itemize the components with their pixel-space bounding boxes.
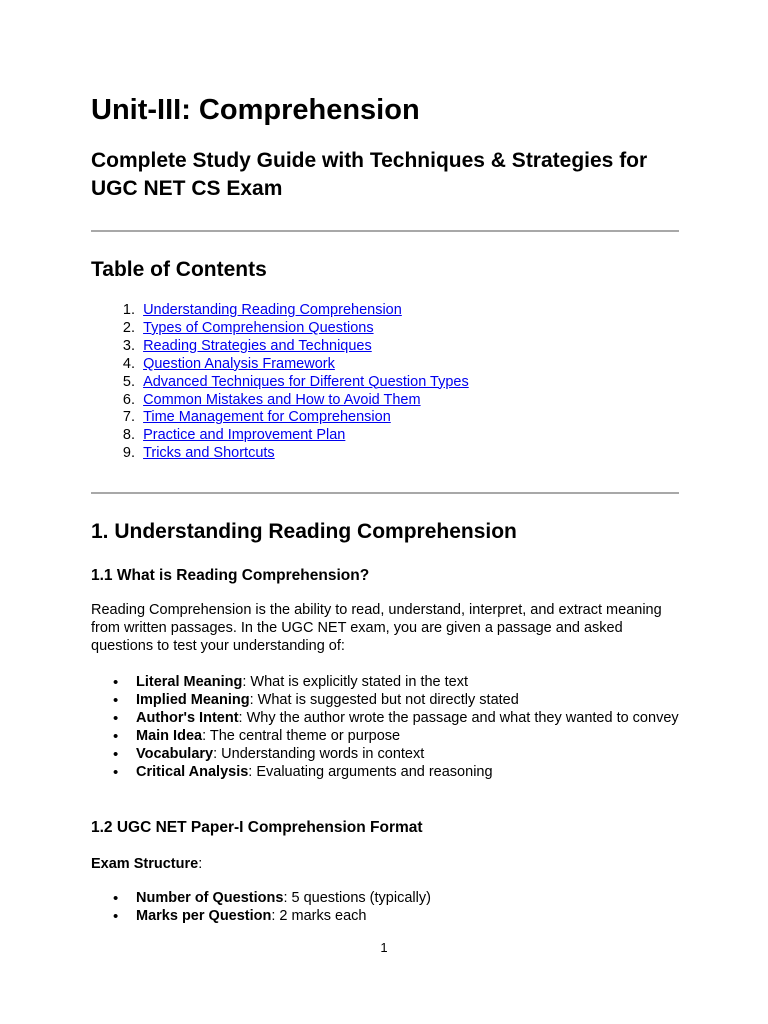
bullet-term: Marks per Question bbox=[136, 907, 272, 924]
toc-link-common-mistakes[interactable]: Common Mistakes and How to Avoid Them bbox=[143, 391, 421, 408]
subsection-heading: 1.2 UGC NET Paper-I Comprehension Format bbox=[91, 819, 423, 836]
toc-link-advanced-techniques[interactable]: Advanced Techniques for Different Question Types bbox=[143, 373, 469, 390]
bullet-term: Main Idea bbox=[136, 727, 203, 744]
bullet-text: : What is suggested but not directly stated bbox=[249, 691, 519, 708]
document-subtitle: Complete Study Guide with Techniques & Strategies for UGC NET CS Exam bbox=[91, 149, 648, 200]
toc-item bbox=[91, 302, 469, 320]
exam-structure-label bbox=[91, 855, 202, 873]
toc-item-number: 2. bbox=[122, 319, 135, 336]
list-item bbox=[91, 710, 679, 728]
page-number: 1 bbox=[380, 940, 388, 955]
toc-link-practice-plan[interactable]: Practice and Improvement Plan bbox=[143, 427, 346, 444]
toc-link-question-analysis[interactable]: Question Analysis Framework bbox=[143, 355, 335, 372]
toc-link-reading-strategies[interactable]: Reading Strategies and Techniques bbox=[143, 337, 372, 354]
toc-item bbox=[91, 445, 469, 463]
toc-item bbox=[91, 356, 469, 374]
list-item bbox=[91, 764, 679, 782]
bullet-term: Number of Questions bbox=[136, 890, 284, 906]
bullet-term: Literal Meaning bbox=[136, 674, 243, 690]
document-title: Unit-III: Comprehension bbox=[91, 94, 420, 126]
toc-item-number: 7. bbox=[122, 409, 135, 426]
list-item bbox=[91, 890, 679, 908]
bullet-text: : The central theme or purpose bbox=[202, 727, 401, 744]
toc-item-number: 1. bbox=[122, 302, 135, 318]
list-item bbox=[91, 908, 679, 926]
toc-item-number: 9. bbox=[122, 445, 135, 462]
bullet-text: : What is explicitly stated in the text bbox=[242, 674, 469, 690]
bullet-term: Author's Intent bbox=[136, 709, 239, 726]
bullet-text: : Why the author wrote the passage and what they wanted to convey bbox=[238, 709, 679, 726]
toc-item bbox=[91, 320, 469, 338]
toc-item bbox=[91, 374, 469, 392]
toc-link-types-of-questions[interactable]: Types of Comprehension Questions bbox=[143, 319, 374, 336]
paragraph: Reading Comprehension is the ability to read, understand, interpret, and extract meaning from written passages. In the UGC NET exam, you are given a passage and asked questions to test your understanding of: bbox=[91, 602, 662, 654]
toc-item-number: 4. bbox=[122, 355, 135, 372]
bullet-term: Critical Analysis bbox=[136, 763, 249, 780]
toc-item-number: 6. bbox=[122, 391, 135, 408]
toc-link-time-management[interactable]: Time Management for Comprehension bbox=[143, 409, 391, 426]
toc-item bbox=[91, 392, 469, 410]
bullet-text: : Understanding words in context bbox=[213, 745, 425, 762]
toc-item-number: 3. bbox=[122, 337, 135, 354]
exam-structure-term: Exam Structure bbox=[91, 856, 199, 872]
bullet-term: Implied Meaning bbox=[136, 691, 250, 708]
toc-item bbox=[91, 338, 469, 356]
horizontal-divider bbox=[91, 230, 679, 232]
toc-link-understanding-reading-comprehension[interactable]: Understanding Reading Comprehension bbox=[143, 302, 402, 318]
list-item bbox=[91, 674, 679, 692]
list-item bbox=[91, 746, 679, 764]
bullet-term: Vocabulary bbox=[136, 745, 214, 762]
bullet-text: : 5 questions (typically) bbox=[283, 890, 431, 906]
section-heading: 1. Understanding Reading Comprehension bbox=[91, 520, 517, 543]
bullet-text: : 2 marks each bbox=[271, 907, 367, 924]
list-item bbox=[91, 692, 679, 710]
toc-item-number: 8. bbox=[122, 427, 135, 444]
subsection-heading: 1.1 What is Reading Comprehension? bbox=[91, 567, 370, 584]
bullet-list bbox=[91, 890, 679, 926]
exam-structure-suffix: : bbox=[198, 856, 203, 872]
toc-heading: Table of Contents bbox=[91, 258, 267, 281]
bullet-text: : Evaluating arguments and reasoning bbox=[248, 763, 493, 780]
horizontal-divider bbox=[91, 492, 679, 494]
toc-item bbox=[91, 409, 469, 427]
table-of-contents bbox=[91, 302, 469, 463]
list-item bbox=[91, 728, 679, 746]
toc-item-number: 5. bbox=[122, 373, 135, 390]
toc-item bbox=[91, 427, 469, 445]
toc-link-tricks-shortcuts[interactable]: Tricks and Shortcuts bbox=[143, 445, 275, 462]
bullet-list bbox=[91, 674, 679, 781]
